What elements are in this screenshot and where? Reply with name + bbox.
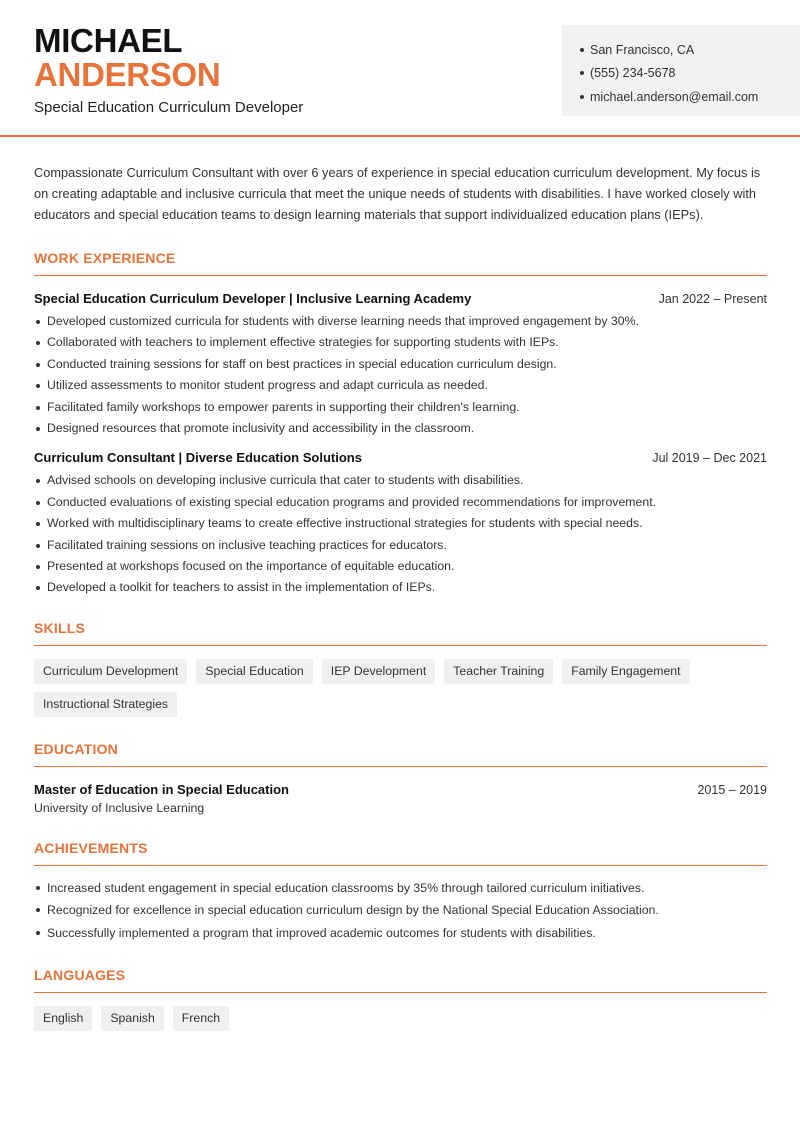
list-item: Designed resources that promote inclusivity and accessibility in the classroom.	[34, 418, 767, 439]
section-title: WORK EXPERIENCE	[34, 250, 767, 276]
skills-list	[34, 659, 767, 717]
list-item: Presented at workshops focused on the importance of equitable education.	[34, 556, 767, 577]
bullet-icon	[580, 95, 584, 99]
list-item: Developed customized curricula for students with diverse learning needs that improved engagement by 30%.	[34, 311, 767, 332]
list-item: Utilized assessments to monitor student progress and adapt curricula as needed.	[34, 375, 767, 396]
job-title: Special Education Curriculum Developer | Inclusive Learning Academy	[34, 291, 472, 306]
skill-tag: Instructional Strategies	[34, 692, 177, 717]
languages-list	[34, 1006, 767, 1031]
skill-tag: Family Engagement	[562, 659, 689, 684]
list-item: Conducted training sessions for staff on best practices in special education curriculum design.	[34, 354, 767, 375]
contact-email[interactable]	[580, 85, 800, 109]
list-item: Recognized for excellence in special education curriculum design by the National Special Education Association.	[34, 899, 767, 922]
section-title: ACHIEVEMENTS	[34, 840, 767, 866]
list-item: Advised schools on developing inclusive curricula that cater to students with disabilities.	[34, 470, 767, 491]
contact-phone	[580, 62, 800, 86]
skill-tag: IEP Development	[322, 659, 435, 684]
bullet-icon	[580, 48, 584, 52]
school-name: University of Inclusive Learning	[34, 800, 205, 815]
list-item: Successfully implemented a program that improved academic outcomes for students with disabilities.	[34, 922, 767, 945]
language-tag: French	[173, 1006, 229, 1031]
job-entry	[34, 291, 767, 439]
contact-phone-text: (555) 234-5678	[590, 66, 676, 81]
skills-section	[34, 620, 767, 717]
skill-tag: Teacher Training	[444, 659, 553, 684]
education-entry	[34, 782, 767, 815]
job-bullets	[34, 470, 767, 598]
contact-location	[580, 38, 800, 62]
list-item: Developed a toolkit for teachers to assist in the implementation of IEPs.	[34, 577, 767, 598]
degree: Master of Education in Special Education	[34, 781, 289, 797]
list-item: Increased student engagement in special education classrooms by 35% through tailored curriculum initiatives.	[34, 877, 767, 900]
contact-box	[562, 25, 800, 116]
education-section	[34, 741, 767, 815]
achievements-list	[34, 877, 767, 945]
first-name: MICHAEL	[34, 22, 183, 59]
job-entry	[34, 450, 767, 598]
section-title: LANGUAGES	[34, 967, 767, 993]
skill-tag: Curriculum Development	[34, 659, 187, 684]
language-tag: English	[34, 1006, 92, 1031]
education-dates: 2015 – 2019	[697, 782, 767, 797]
resume-body	[34, 162, 767, 1031]
section-title: SKILLS	[34, 620, 767, 646]
job-dates: Jul 2019 – Dec 2021	[652, 451, 767, 466]
job-dates: Jan 2022 – Present	[658, 292, 767, 306]
section-title: EDUCATION	[34, 741, 767, 767]
resume-header	[0, 0, 800, 137]
bullet-icon	[580, 71, 584, 75]
job-bullets	[34, 311, 767, 439]
skill-tag: Special Education	[196, 659, 312, 684]
list-item: Collaborated with teachers to implement effective strategies for supporting students with IEPs.	[34, 332, 767, 353]
achievements-section	[34, 840, 767, 945]
last-name: ANDERSON	[34, 56, 221, 93]
contact-email-text[interactable]: michael.anderson@email.com	[590, 89, 759, 104]
language-tag: Spanish	[101, 1006, 163, 1031]
candidate-name	[34, 24, 220, 92]
list-item: Facilitated family workshops to empower parents in supporting their children's learning.	[34, 397, 767, 418]
job-title-subtitle: Special Education Curriculum Developer	[34, 99, 304, 116]
list-item: Worked with multidisciplinary teams to create effective instructional strategies for students with special needs.	[34, 513, 767, 534]
contact-location-text: San Francisco, CA	[590, 42, 695, 57]
job-title: Curriculum Consultant | Diverse Education Solutions	[34, 450, 362, 466]
list-item: Facilitated training sessions on inclusive teaching practices for educators.	[34, 535, 767, 556]
work-experience-section	[34, 250, 767, 599]
summary: Compassionate Curriculum Consultant with over 6 years of experience in special education curriculum development. My focus is on creating adaptable and inclusive curricula that meet the unique needs of students with disabilities. I have worked closely with educators and special education teams to design learning materials that support individualized education plans (IEPs).	[34, 165, 761, 222]
list-item: Conducted evaluations of existing special education programs and provided recommendations for improvement.	[34, 492, 767, 513]
languages-section	[34, 967, 767, 1031]
